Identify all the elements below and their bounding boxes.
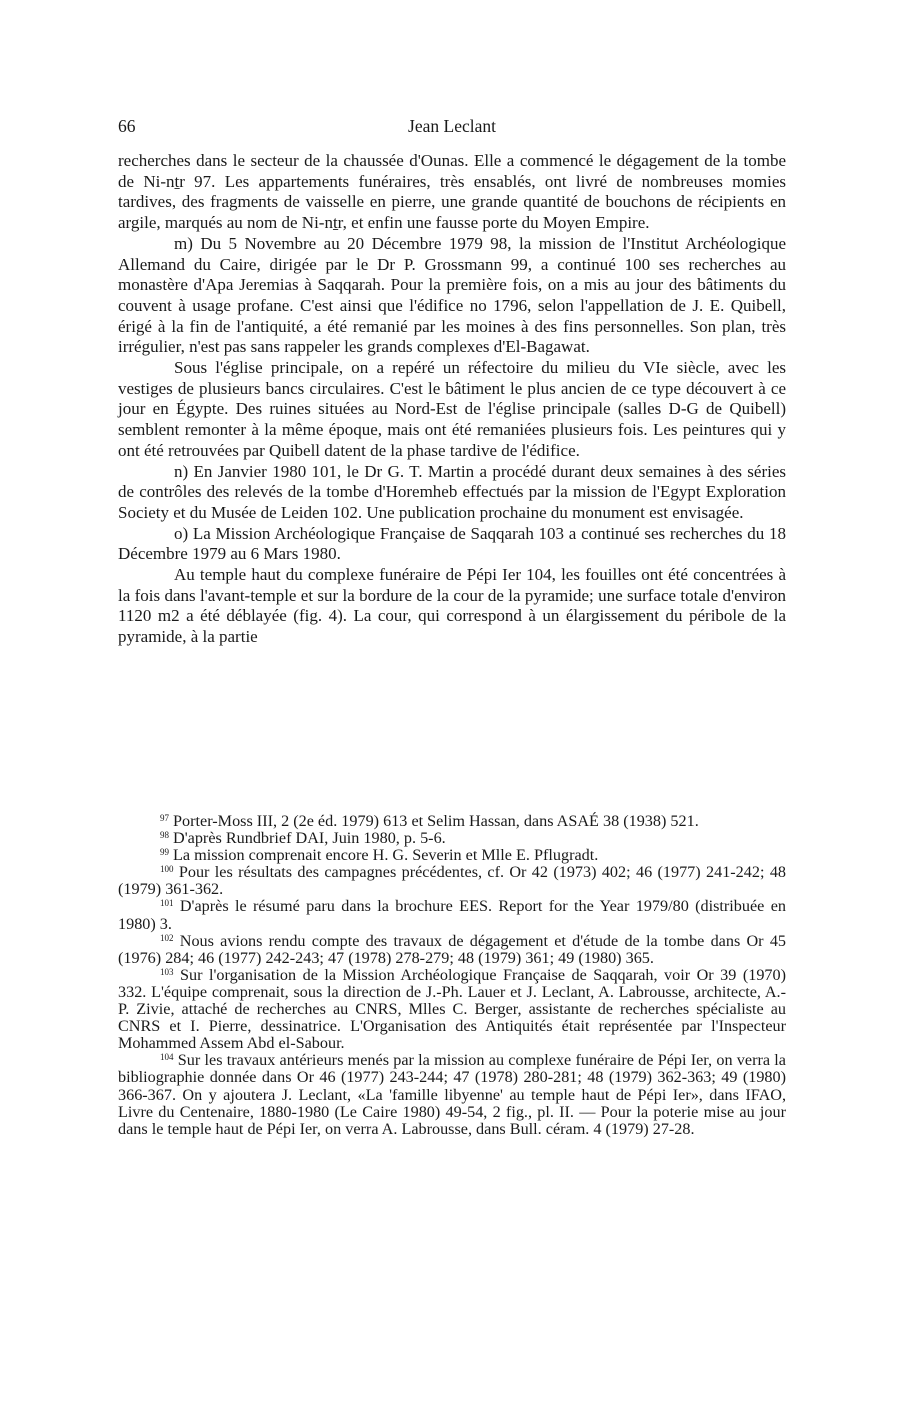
footnote-text: D'après le résumé paru dans la brochure EES. Report for the Year 1979/80 (distribuée en 1980) 3. [118, 897, 786, 933]
footnote [118, 830, 786, 847]
footnote-text: Nous avions rendu compte des travaux de dégagement et d'étude de la tombe dans Or 45 (1976) 284; 46 (1977) 242-243; 47 (1978) 278-279; 48 (1979) 361; 49 (1980) 365. [118, 931, 787, 967]
running-title: Jean Leclant [408, 116, 496, 136]
footnote-number: 97 [160, 813, 169, 823]
footnote-number: 104 [160, 1052, 174, 1063]
footnote-number: 99 [160, 847, 169, 858]
footnote-number: 103 [160, 966, 174, 977]
footnote [118, 967, 786, 1052]
page-number: 66 [118, 116, 136, 136]
footnote [118, 898, 786, 932]
footnote-text: Pour les résultats des campagnes précédentes, cf. Or 42 (1973) 402; 46 (1977) 241-242; 48 (1979) 361-362. [118, 863, 787, 899]
footnote-text: La mission comprenait encore H. G. Severin et Mlle E. Pflugradt. [173, 846, 599, 865]
paragraph: n) En Janvier 1980 101, le Dr G. T. Martin a procédé durant deux semaines à des séries de contrôles des relevés de la tombe d'Horemheb effectués par la mission de l'Egypt Exploration Society et du Musée de Leiden 102. Une publication prochaine du monument est envisagée. [118, 461, 786, 522]
footnote [118, 864, 786, 898]
footnote-text: Sur l'organisation de la Mission Archéologique Française de Saqqarah, voir Or 39 (1970) 332. L'équipe comprenait, sous la direction de J.-Ph. Lauer et J. Leclant, A. Labrousse, architecte, A.-P. Zivie, attaché de recherches au CNRS, Mlles C. Berger, assistante de recherches spécialiste au CNRS et I. Pierre, dessinatrice. L'Organisation des Antiquités était représentée par l'Inspecteur Mohammed Assem Abd el-Sabour. [118, 965, 787, 1053]
footnote-number: 102 [160, 932, 174, 943]
footnote-text: Sur les travaux antérieurs menés par la mission au complexe funéraire de Pépi Ier, on verra la bibliographie donnée dans Or 46 (1977) 243-244; 47 (1978) 280-281; 48 (1979) 362-363; 49 (1980) 366-367. On y ajoutera J. Leclant, «La 'famille libyenne' au temple haut de Pépi Ier», dans IFAO, Livre du Centenaire, 1880-1980 (Le Caire 1980) 49-54, 2 fig., pl. II. — Pour la poterie mise au jour dans le temple haut de Pépi Ier, on verra A. Labrousse, dans Bull. céram. 4 (1979) 27-28. [118, 1051, 786, 1138]
page-header [118, 114, 786, 138]
footnote [118, 1052, 786, 1137]
paragraph: m) Du 5 Novembre au 20 Décembre 1979 98, la mission de l'Institut Archéologique Allemand du Caire, dirigée par le Dr P. Grossmann 99, a continué 100 ses recherches au monastère d'Apa Jeremias à Saqqarah. Pour la première fois, on a mis au jour des bâtiments du couvent à usage profane. C'est ainsi que l'édifice no 1796, selon l'appellation de J. E. Quibell, érigé à la fin de l'antiquité, a été remanié par les moines à des fins personnelles. Son plan, très irrégulier, n'est pas sans rappeler les grands complexes d'El-Bagawat. [118, 233, 786, 357]
footnote-text: D'après Rundbrief DAI, Juin 1980, p. 5-6. [173, 829, 446, 848]
footnote-number: 100 [160, 864, 174, 875]
footnote-number: 98 [160, 830, 169, 841]
paragraph: Sous l'église principale, on a repéré un réfectoire du milieu du VIe siècle, avec les vestiges de plusieurs bancs circulaires. C'est le bâtiment le plus ancien de ce type découvert à ce jour en Égypte. Des ruines situées au Nord-Est de l'église principale (salles D-G de Quibell) semblent remonter à la même époque, mais ont été remaniées plusieurs fois. Les peintures qui y ont été retrouvées par Quibell datent de la phase tardive de l'édifice. [118, 358, 786, 460]
footnote [118, 813, 786, 830]
footnotes [118, 813, 786, 1138]
paragraph: o) La Mission Archéologique Française de Saqqarah 103 a continué ses recherches du 18 Décembre 1979 au 6 Mars 1980. [118, 523, 786, 564]
paragraph: recherches dans le secteur de la chaussée d'Ounas. Elle a commencé le dégagement de la tombe de Ni-nṯr 97. Les appartements funéraires, très ensablés, ont livré de nombreuses momies tardives, des fragments de vaisselle en pierre, une grande quantité de bouchons de récipients en argile, marqués au nom de Ni-nṯr, et enfin une fausse porte du Moyen Empire. [118, 151, 786, 233]
footnote [118, 933, 786, 967]
main-text [118, 151, 786, 648]
paragraph: Au temple haut du complexe funéraire de Pépi Ier 104, les fouilles ont été concentrées à la fois dans l'avant-temple et sur la bordure de la cour de la pyramide; une surface totale d'environ 1120 m2 a été déblayée (fig. 4). La cour, qui correspond à un élargissement du péribole de la pyramide, à la partie [118, 565, 786, 647]
footnote [118, 847, 786, 864]
footnote-text: Porter-Moss III, 2 (2e éd. 1979) 613 et Selim Hassan, dans ASAÉ 38 (1938) 521. [173, 812, 699, 830]
footnote-number: 101 [160, 898, 174, 909]
